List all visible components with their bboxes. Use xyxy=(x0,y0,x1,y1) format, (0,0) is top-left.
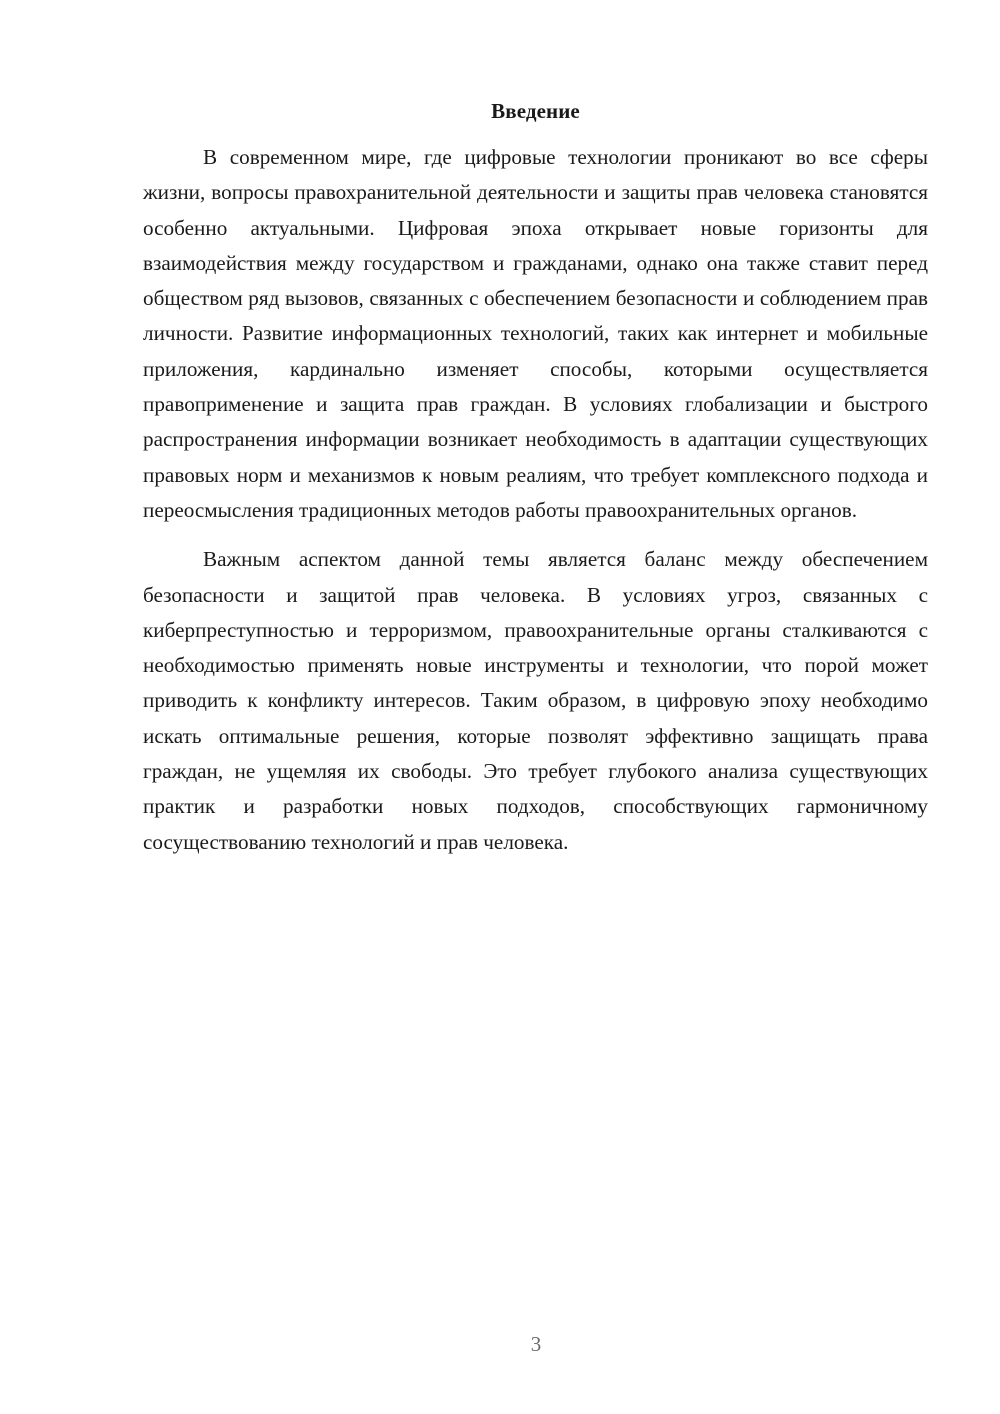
page-number: 3 xyxy=(530,1332,542,1356)
paragraph-2: Важным аспектом данной темы является баланс между обеспечением безопасности и защитой прав человека. В условиях угроз, связанных с киберпреступностью и терроризмом, правоохранительные органы сталкиваются с необходимостью применять новые инструменты и технологии, что порой может приводить к конфликту интересов. Таким образом, в цифровую эпоху необходимо искать оптимальные решения, которые позволят эффективно защищать права граждан, не ущемляя их свободы. Это требует глубокого анализа существующих практик и разработки новых подходов, способствующих гармоничному сосуществованию технологий и прав человека. xyxy=(143,547,928,854)
paragraph-1: В современном мире, где цифровые технологии проникают во все сферы жизни, вопросы правохранительной деятельности и защиты прав человека становятся особенно актуальными. Цифровая эпоха открывает новые горизонты для взаимодействия между государством и гражданами, однако она также ставит перед обществом ряд вызовов, связанных с обеспечением безопасности и соблюдением прав личности. Развитие информационных технологий, таких как интернет и мобильные приложения, кардинально изменяет способы, которыми осуществляется правоприменение и защита прав граждан. В условиях глобализации и быстрого распространения информации возникает необходимость в адаптации существующих правовых норм и механизмов к новым реалиям, что требует комплексного подхода и переосмысления традиционных методов работы правоохранительных органов. xyxy=(143,145,928,522)
page-content xyxy=(143,96,928,860)
page-title: Введение xyxy=(491,99,580,123)
